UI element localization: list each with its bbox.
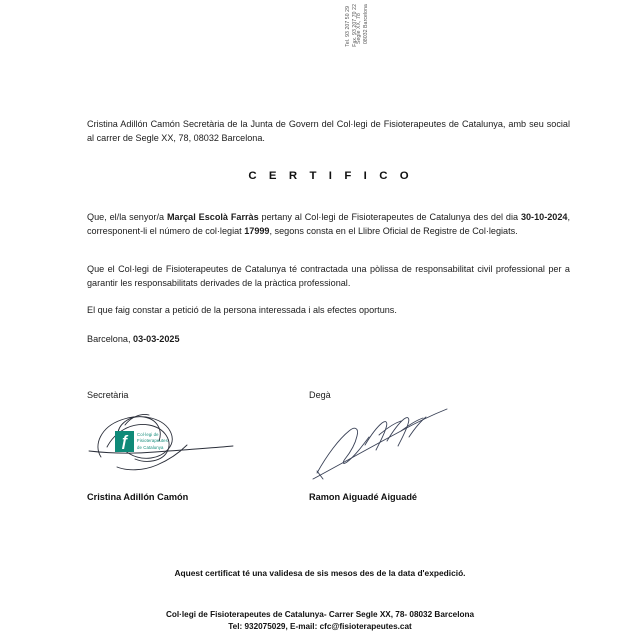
member-number: 17999 [244, 226, 270, 237]
seal-line-2: Fisioterapeutes [137, 438, 168, 444]
page-footer [0, 609, 640, 634]
membership-after-date: , corresponent-li el número de col·legiat [87, 212, 570, 237]
join-date: 30-10-2024 [520, 212, 568, 222]
letterhead-contact [345, 4, 358, 47]
signature-block [87, 389, 570, 509]
secretary-signature-art [87, 401, 287, 483]
purpose-paragraph: El que faig constar a petició de la persona interessada i als efectes oportuns. [87, 305, 397, 315]
seal-line-3: de Catalunya [137, 444, 164, 450]
letterhead-address-line-2: 08032 Barcelona [362, 4, 369, 45]
date-line-date: 03-03-2025 [133, 334, 180, 344]
certifico-heading: C E R T I F I C O [248, 170, 414, 182]
validity-note: Aquest certificat té una validesa de sis mesos des de la data d'expedició. [174, 568, 466, 578]
dean-role-label: Degà [309, 390, 331, 400]
signature-column-secretary [87, 389, 317, 502]
letterhead-fax: Fax. 93 207 70 22 [351, 4, 358, 47]
letterhead-address-line-1: Segle XX, 78 [356, 13, 362, 45]
footer-contact-line: Tel: 932075029, E-mail: cfc@fisioterapeutes.cat [228, 622, 412, 632]
secretary-name: Cristina Adillón Camón [87, 492, 189, 502]
dean-handwritten-signature-icon [309, 401, 509, 483]
college-seal-stamp [115, 431, 197, 455]
secretary-role-label: Secretària [87, 390, 129, 400]
letterhead [288, 0, 369, 60]
intro-paragraph: Cristina Adillón Camón Secretària de la Junta de Govern del Col·legi de Fisioterapeutes de Catalunya, amb seu social al carrer de Segle XX, 78, 08032 Barcelona. [87, 119, 570, 144]
membership-paragraph [87, 210, 570, 238]
membership-prefix: Que, el/la senyor/a [87, 212, 167, 222]
member-name: Marçal Escolà Farràs [166, 212, 259, 222]
footer-address-line: Col·legi de Fisioterapeutes de Catalunya- Carrer Segle XX, 78- 08032 Barcelona [165, 610, 475, 619]
dean-name: Ramon Aiguadé Aiguadé [309, 492, 418, 502]
date-line [87, 332, 570, 346]
date-line-city: Barcelona, [87, 334, 134, 344]
membership-suffix: , segons consta en el Llibre Oficial de Registre de Col·legiats. [269, 226, 518, 237]
college-seal-text [137, 432, 168, 451]
membership-middle: pertany al Col·legi de Fisioterapeutes de Catalunya des del dia [258, 212, 521, 222]
college-logo-glyph: ƒ [120, 433, 129, 450]
dean-signature-art [309, 401, 509, 483]
insurance-paragraph: Que el Col·legi de Fisioterapeutes de Catalunya té contractada una pòlissa de responsabilitat civil professional per a garantir les responsabilitats derivades de la pràctica professional. [87, 264, 570, 289]
seal-line-1: Col·legi de [137, 432, 159, 437]
college-logo-icon [115, 431, 134, 452]
signature-column-dean [309, 389, 539, 502]
letterhead-phone: Tel. 93 207 50 29 [345, 5, 351, 47]
